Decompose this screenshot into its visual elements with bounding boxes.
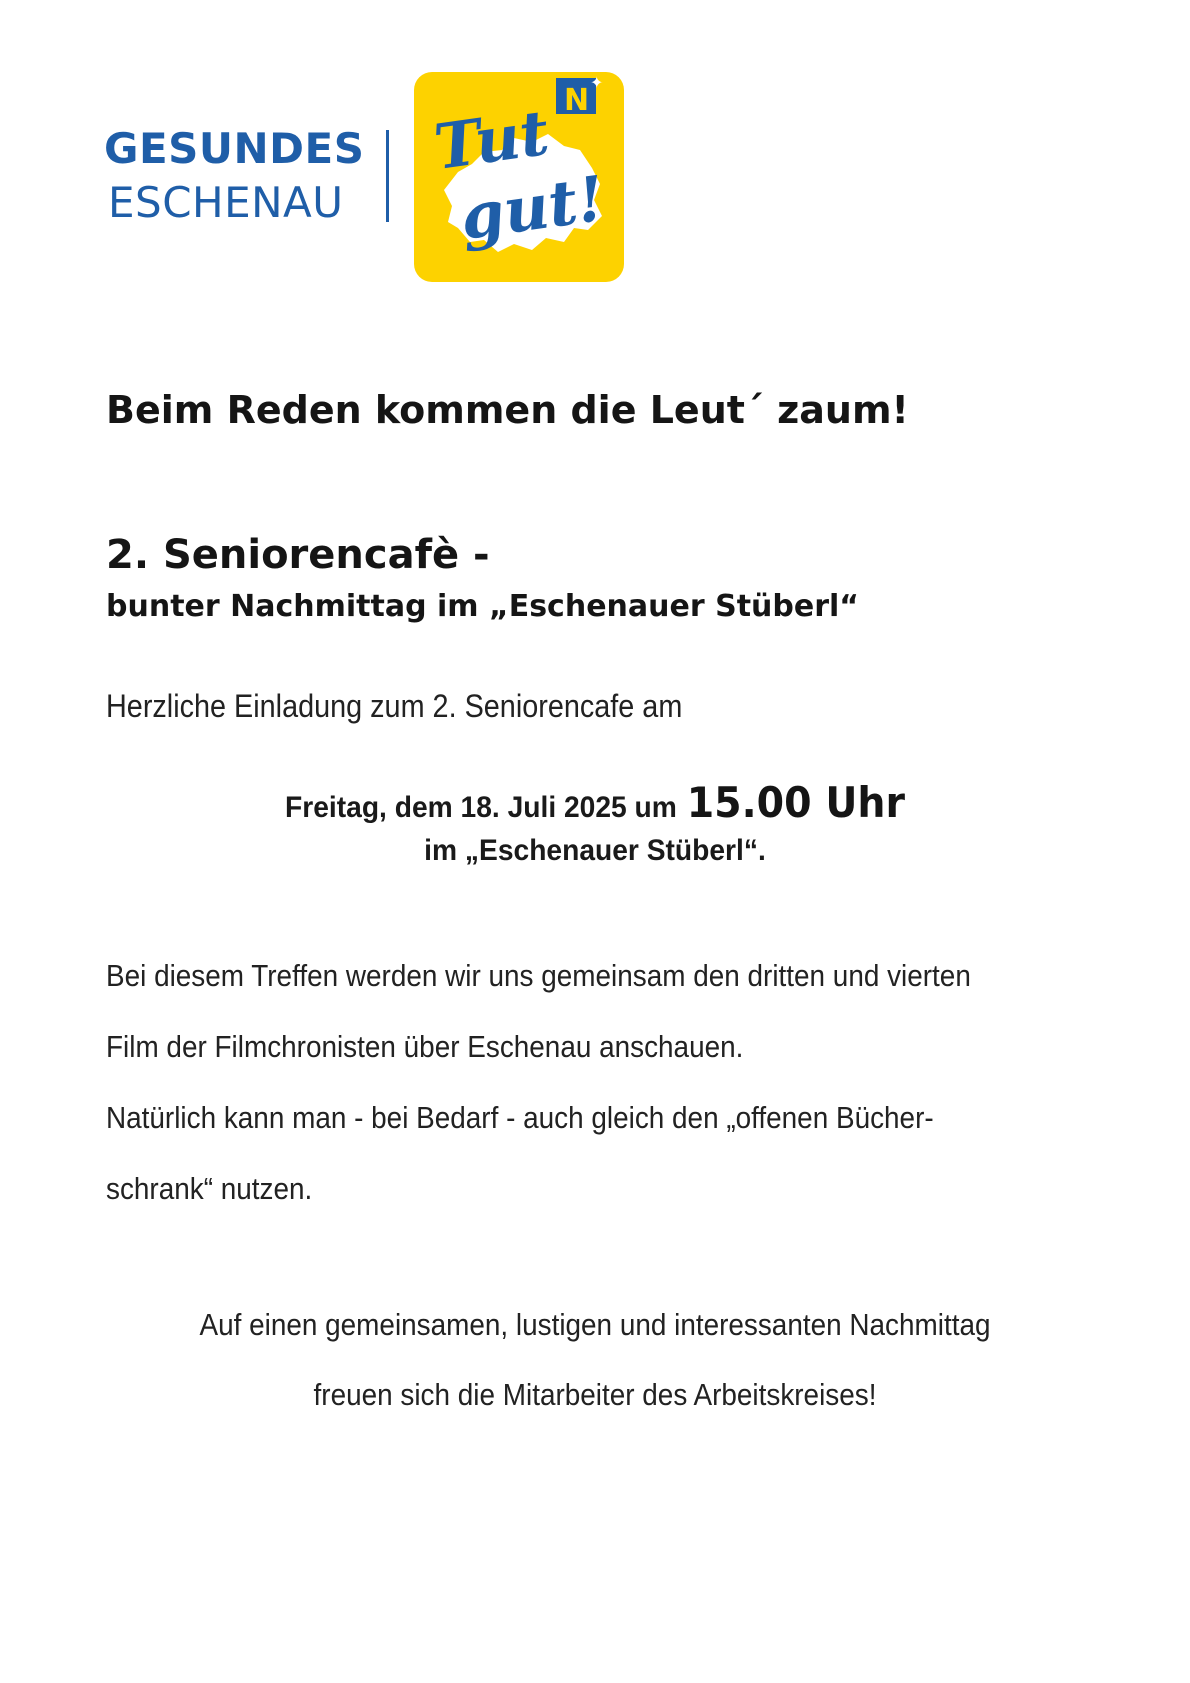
tut-gut-badge-logo (414, 72, 624, 282)
org-name-line2: ESCHENAU (108, 178, 344, 227)
invitation-text: Herzliche Einladung zum 2. Seniorencafe am (106, 688, 683, 724)
logo-area (104, 72, 624, 282)
badge-text-tut: Tut (429, 95, 554, 185)
event-subtitle: bunter Nachmittag im „Eschenauer Stüberl“ (106, 589, 860, 624)
badge-text-gut: gut! (455, 161, 609, 254)
event-date-line (36, 778, 1155, 827)
body-line: Natürlich kann man - bei Bedarf - auch gleich den „offenen Bücher- (106, 1100, 934, 1135)
body-line: Film der Filmchronisten über Eschenau anschauen. (106, 1029, 744, 1064)
body-line: Bei diesem Treffen werden wir uns gemeinsam den dritten und vierten (106, 958, 971, 993)
badge-corner-mark: N (564, 83, 590, 118)
body-line: schrank“ nutzen. (106, 1171, 313, 1206)
closing-text (0, 1290, 1190, 1430)
body-paragraph (106, 940, 1086, 1224)
event-title: 2. Seniorencafè - (106, 532, 490, 578)
headline: Beim Reden kommen die Leut´ zaum! (106, 388, 909, 432)
event-time: 15.00 Uhr (686, 778, 905, 827)
closing-line-1: Auf einen gemeinsamen, lustigen und interessanten Nachmittag (199, 1307, 991, 1342)
event-venue: im „Eschenauer Stüberl“. (424, 834, 766, 867)
star-icon: ✦ (590, 73, 604, 92)
logo-divider (386, 130, 389, 222)
event-date: Freitag, dem 18. Juli 2025 um (285, 791, 677, 824)
closing-line-2: freuen sich die Mitarbeiter des Arbeitskreises! (313, 1377, 877, 1412)
org-name-line1: GESUNDES (104, 124, 365, 173)
